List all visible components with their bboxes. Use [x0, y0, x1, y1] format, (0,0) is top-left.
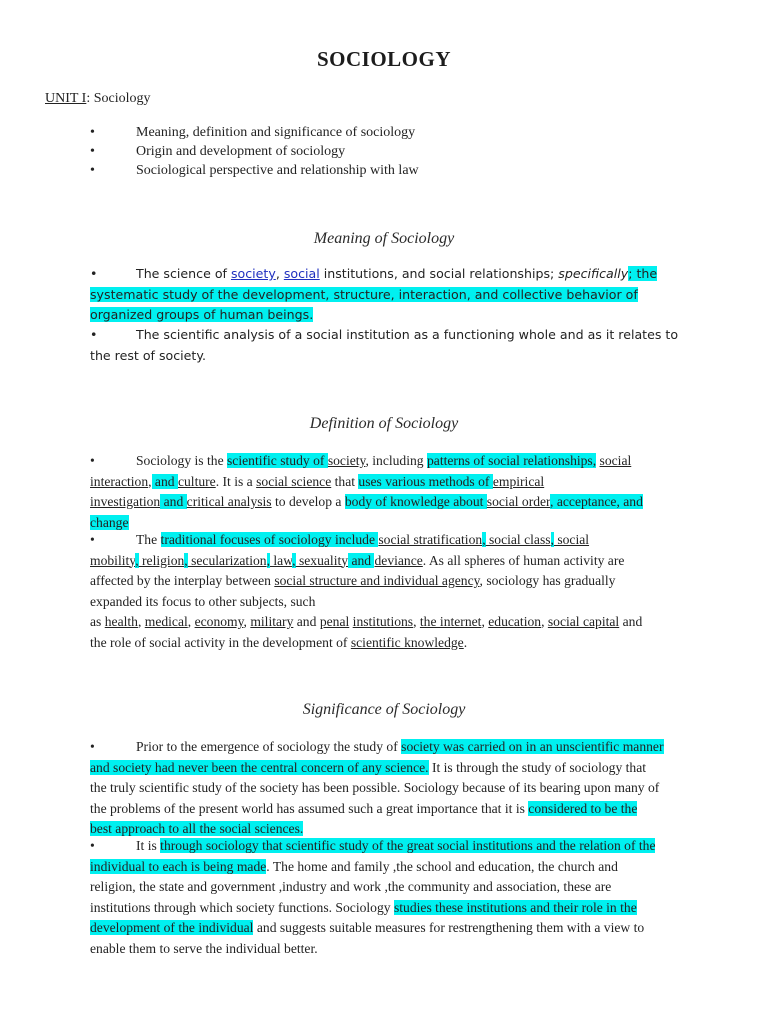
underlined-term: deviance — [374, 552, 423, 568]
topic-text: Sociological perspective and relationship with law — [136, 163, 419, 178]
text: Sociology is the — [136, 453, 228, 468]
underlined-term: secularization — [187, 552, 267, 568]
highlight: systematic study of the development, structure, interaction, and collective behavior of — [90, 286, 638, 302]
highlight: individual to each is being made — [90, 858, 267, 874]
highlight: , — [292, 552, 296, 568]
highlight: patterns of social relationships, — [427, 453, 597, 468]
text: The science of — [136, 266, 231, 281]
topic-item — [90, 161, 419, 180]
highlight: scientific study of — [227, 453, 328, 468]
text: and suggests suitable measures for restrengthening them with a view to — [253, 920, 645, 935]
highlight: considered to be the — [528, 800, 638, 816]
text: . The home and family ,the school and education, the church and — [266, 858, 618, 874]
text: enable them to serve the individual better. — [90, 940, 318, 956]
topic-text: Origin and development of sociology — [136, 144, 346, 159]
underlined-term: critical analysis — [186, 494, 272, 509]
topic-item — [90, 142, 419, 161]
highlight: development of the individual — [90, 920, 254, 935]
underlined-term: society — [327, 453, 366, 468]
text: as — [90, 614, 105, 629]
underlined-term: military — [250, 614, 294, 629]
significance-paragraph-1 — [90, 737, 710, 840]
underlined-term: mobility — [90, 552, 136, 568]
underlined-term: interaction, — [90, 473, 152, 489]
text: and — [619, 614, 643, 629]
significance-paragraph-2 — [90, 836, 710, 959]
bullet-icon: • — [90, 453, 95, 468]
text: It is through the study of sociology that — [428, 759, 647, 775]
highlight: and society had never been the central concern of any science. — [90, 759, 429, 775]
text: The scientific analysis of a social institution as a functioning whole and as it relates to — [136, 327, 679, 342]
underlined-term: scientific knowledge — [350, 634, 464, 650]
underlined-term: health — [104, 614, 138, 629]
underlined-term: religion — [138, 552, 185, 568]
highlight: and — [348, 552, 375, 568]
text: the rest of society. — [90, 347, 206, 363]
bullet-icon: • — [90, 327, 98, 342]
text: that — [331, 473, 359, 489]
text: , — [275, 266, 284, 281]
underlined-term: social — [599, 453, 632, 468]
highlight: and — [151, 473, 178, 489]
highlight: through sociology that scientific study of the great social institutions and the relation of the — [160, 838, 656, 853]
text: It is — [136, 838, 161, 853]
text: The — [136, 532, 161, 547]
highlight: uses various methods of — [358, 473, 493, 489]
text: Prior to the emergence of sociology the study of — [136, 739, 402, 754]
underlined-term: law — [270, 552, 293, 568]
underlined-term: penal — [319, 614, 350, 629]
text: , including — [365, 453, 427, 468]
underlined-term: medical — [144, 614, 188, 629]
underlined-term: education — [488, 614, 542, 629]
meaning-paragraph-1 — [90, 264, 710, 326]
text: religion, the state and government ,industry and work ,the community and association, these are — [90, 879, 612, 894]
underlined-term: institutions — [352, 614, 414, 629]
text: specifically — [558, 266, 629, 281]
text: affected by the interplay between — [90, 573, 275, 588]
definition-paragraph-2: • The traditional focuses of sociology include social stratification, social class, social mobility, religion, secularization, law, sexuality and deviance. As all spheres of human activity are affected by the interplay between social structure and individual agency, sociology has gradually expanded its focus to other subjects, such as health, medical, economy, military and penal institutions, the internet, education, social capital and the role of social activity in the development of scientific knowledge. — [90, 532, 643, 650]
underlined-term: the internet — [419, 614, 482, 629]
text: to develop a — [271, 494, 345, 509]
text: and — [293, 614, 320, 629]
meaning-paragraph-2 — [90, 325, 710, 366]
highlight: and — [160, 494, 187, 509]
highlight: , — [482, 532, 486, 547]
underlined-term: sexuality — [295, 552, 349, 568]
highlight: , acceptance, and — [550, 494, 643, 509]
bullet-icon: • — [90, 125, 95, 140]
underlined-term: social — [553, 532, 590, 547]
bullet-icon: • — [90, 163, 95, 178]
underlined-term: culture — [177, 473, 216, 489]
highlight: studies these institutions and their role in the — [393, 899, 637, 915]
underlined-term: social stratification — [378, 532, 483, 547]
bullet-icon: • — [90, 532, 95, 547]
text: expanded its focus to other subjects, such — [90, 593, 316, 609]
bullet-icon: • — [90, 144, 95, 159]
highlight: society was carried on in an unscientific manner — [401, 739, 664, 754]
highlight: organized groups of human beings. — [90, 307, 314, 322]
topic-item — [90, 123, 419, 142]
definition-paragraph-1 — [90, 451, 710, 533]
unit-heading — [45, 91, 151, 107]
underlined-term: social class — [485, 532, 551, 547]
highlight: , — [266, 552, 270, 568]
text: institutions through which society functions. Sociology — [90, 899, 394, 915]
bullet-icon: • — [90, 739, 95, 754]
text: the role of social activity in the development of — [90, 634, 351, 650]
unit-topic-list — [90, 123, 419, 180]
highlight: ; the — [628, 266, 658, 281]
text: the problems of the present world has assumed such a great importance that it is — [90, 800, 529, 816]
link-social[interactable]: social — [283, 266, 320, 281]
section-heading-definition: Definition of Sociology — [309, 415, 459, 432]
highlight: , — [184, 552, 188, 568]
highlight: best approach to all the social sciences. — [90, 821, 304, 836]
topic-text: Meaning, definition and significance of sociology — [136, 125, 416, 140]
underlined-term: economy — [194, 614, 244, 629]
highlight: change — [90, 514, 129, 530]
bullet-icon: • — [90, 838, 95, 853]
text: the truly scientific study of the society has been possible. Sociology because of its bearing upon many of — [90, 780, 660, 795]
underlined-term: empirical — [492, 473, 545, 489]
underlined-term: social capital — [547, 614, 620, 629]
unit-subtitle: : Sociology — [86, 91, 151, 106]
text: , sociology has gradually — [479, 573, 616, 588]
text: institutions, and social relationships; — [319, 266, 559, 281]
underlined-term: social order — [486, 494, 551, 509]
link-society[interactable]: society — [230, 266, 276, 281]
section-heading-meaning: Meaning of Sociology — [313, 230, 455, 247]
highlight: body of knowledge about — [344, 494, 487, 509]
section-heading-significance: Significance of Sociology — [302, 701, 466, 718]
text: . It is a — [215, 473, 257, 489]
text: . As all spheres of human activity are — [422, 552, 625, 568]
highlight: , — [135, 552, 139, 568]
highlight: , — [550, 532, 554, 547]
bullet-icon: • — [90, 266, 98, 281]
underlined-term: social science — [256, 473, 332, 489]
page-title: SOCIOLOGY — [316, 47, 452, 71]
unit-label: UNIT I — [45, 91, 87, 106]
underlined-term: investigation — [90, 494, 161, 509]
highlight: traditional focuses of sociology include — [160, 532, 379, 547]
underlined-term: social structure and individual agency — [274, 573, 480, 588]
text: . — [463, 634, 468, 650]
